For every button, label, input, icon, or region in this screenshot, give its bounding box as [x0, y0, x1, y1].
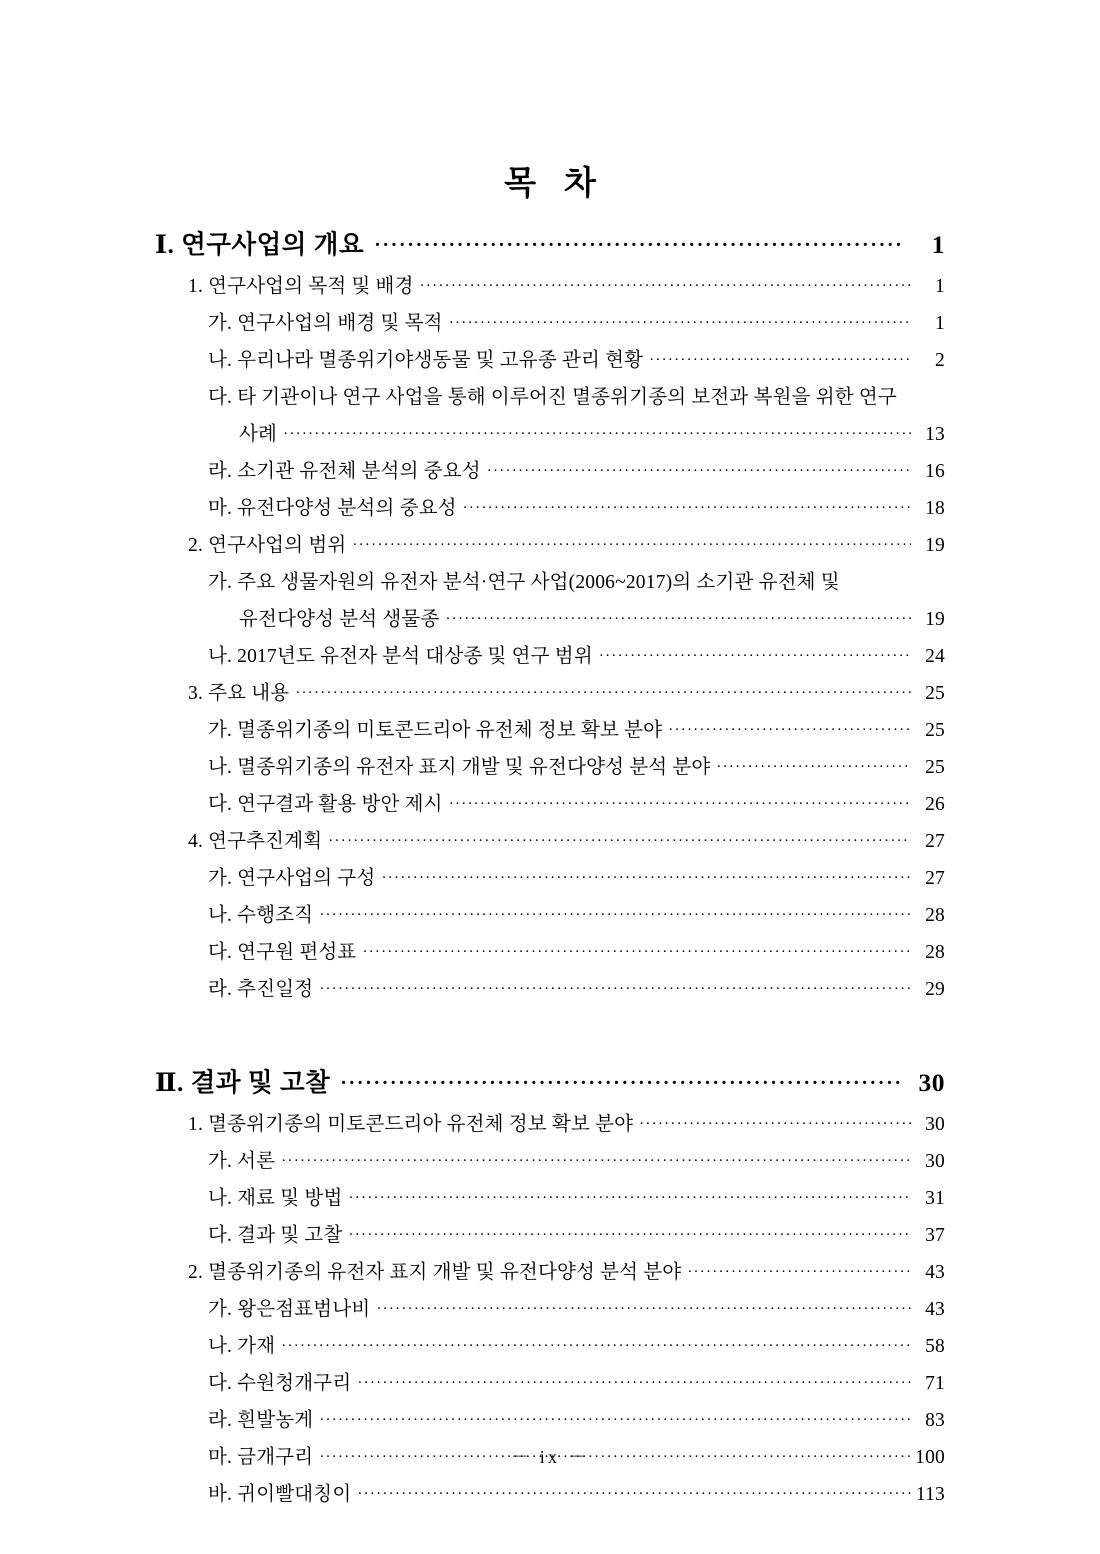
toc-row	[155, 1367, 945, 1395]
toc-entry-label: 나. 수행조직	[208, 905, 314, 926]
toc-entry-label: 가. 연구사업의 배경 및 목적	[208, 313, 443, 334]
toc-entry-item[interactable]	[155, 455, 945, 483]
toc-leader-dots	[374, 234, 903, 257]
toc-leader-dots	[449, 315, 911, 332]
toc-page-number: 83	[925, 1410, 945, 1431]
toc-row	[155, 1404, 945, 1432]
toc-page-number: 25	[925, 720, 945, 741]
toc-row	[155, 862, 945, 890]
toc-row	[155, 640, 945, 668]
toc-page-number: 30	[925, 1114, 945, 1135]
toc-content	[155, 0, 945, 1506]
toc-entry-chapter[interactable]	[155, 1063, 945, 1099]
toc-row	[155, 1145, 945, 1173]
toc-page-number: 19	[925, 535, 945, 556]
page-title: 목 차	[504, 166, 606, 202]
toc-entry-item[interactable]	[155, 1330, 945, 1358]
toc-row	[155, 825, 945, 853]
toc-entry-item[interactable]	[155, 566, 945, 631]
toc-page-number: 16	[925, 461, 945, 482]
toc-leader-dots	[357, 1375, 911, 1392]
toc-entry-section[interactable]	[155, 1256, 945, 1284]
toc-page-number: 71	[925, 1373, 945, 1394]
toc-entry-item[interactable]	[155, 1145, 945, 1173]
toc-entry-label: Ⅰ. 연구사업의 개요	[155, 230, 365, 259]
page-number-footer: － ix －	[510, 1447, 590, 1467]
toc-row	[155, 751, 945, 779]
toc-leader-dots	[449, 796, 911, 813]
toc-entry-item[interactable]	[155, 307, 945, 335]
toc-leader-dots	[639, 1116, 911, 1133]
toc-row	[155, 677, 945, 705]
toc-entry-label-continued: 유전다양성 분석 생물종	[239, 609, 440, 630]
toc-leader-dots	[463, 500, 911, 517]
toc-entry-item[interactable]	[155, 1478, 945, 1506]
toc-entry-label: 라. 소기관 유전체 분석의 중요성	[208, 461, 481, 482]
toc-row	[155, 455, 945, 483]
toc-entry-item[interactable]	[155, 1367, 945, 1395]
toc-row	[155, 1330, 945, 1358]
toc-entry-item[interactable]	[155, 492, 945, 520]
toc-leader-dots	[716, 759, 911, 776]
toc-leader-dots	[445, 611, 911, 628]
toc-row	[155, 270, 945, 298]
toc-entry-chapter[interactable]	[155, 225, 945, 261]
toc-row	[155, 1293, 945, 1321]
toc-entry-item[interactable]	[155, 936, 945, 964]
toc-row	[155, 714, 945, 742]
toc-entry-label: 나. 멸종위기종의 유전자 표지 개발 및 유전다양성 분석 분야	[208, 757, 711, 778]
toc-entry-label: 마. 유전다양성 분석의 중요성	[208, 498, 457, 519]
toc-leader-dots	[348, 1227, 911, 1244]
toc-entry-item[interactable]	[155, 751, 945, 779]
toc-row	[155, 973, 945, 1001]
toc-row	[155, 1478, 945, 1506]
toc-page-number: 1	[931, 230, 945, 259]
toc-leader-dots	[348, 1190, 911, 1207]
toc-row	[155, 225, 945, 261]
toc-row	[155, 1256, 945, 1284]
toc-entry-label: 가. 왕은점표범나비	[208, 1299, 371, 1320]
toc-leader-dots	[281, 1338, 911, 1355]
toc-leader-dots	[420, 278, 911, 295]
toc-page-number: 1	[935, 276, 945, 297]
toc-page-number: 28	[925, 905, 945, 926]
toc-entry-label: Ⅱ. 결과 및 고찰	[155, 1068, 331, 1097]
toc-page-number: 27	[925, 868, 945, 889]
toc-leader-dots	[362, 944, 911, 961]
toc-entry-label: 바. 귀이빨대칭이	[208, 1484, 352, 1505]
toc-page-number: 30	[918, 1068, 945, 1097]
toc-page-number: 26	[925, 794, 945, 815]
toc-entry-label: 4. 연구추진계획	[188, 831, 323, 852]
toc-page-number: 25	[925, 683, 945, 704]
toc-entry-item[interactable]	[155, 1404, 945, 1432]
toc-entry-section[interactable]	[155, 1108, 945, 1136]
toc-page-number: 25	[925, 757, 945, 778]
toc-page-number: 58	[925, 1336, 945, 1357]
toc-row	[155, 788, 945, 816]
toc-page-number: 37	[925, 1225, 945, 1246]
toc-entry-label: 마. 금개구리	[208, 1447, 314, 1468]
toc-leader-dots	[599, 648, 911, 665]
toc-page-number: 43	[925, 1299, 945, 1320]
toc-entry-label: 다. 결과 및 고찰	[208, 1225, 343, 1246]
toc-row	[155, 899, 945, 927]
toc-entry-label: 다. 수원청개구리	[208, 1373, 352, 1394]
toc-entry-label: 나. 2017년도 유전자 분석 대상종 및 연구 범위	[208, 646, 593, 667]
toc-leader-dots	[357, 1486, 911, 1503]
toc-page-number: 113	[915, 1484, 945, 1505]
toc-entry-label: 다. 연구원 편성표	[208, 942, 357, 963]
toc-entry-section[interactable]	[155, 529, 945, 557]
toc-entry-label: 나. 가재	[208, 1336, 276, 1357]
toc-page-number: 13	[925, 424, 945, 445]
toc-page-number: 1	[935, 313, 945, 334]
toc-entry-label: 라. 흰발농게	[208, 1410, 314, 1431]
toc-row-continuation	[155, 603, 945, 631]
toc-entry-section[interactable]	[155, 677, 945, 705]
toc-leader-dots	[649, 352, 911, 369]
toc-leader-dots	[319, 1412, 911, 1429]
toc-page-number: 18	[925, 498, 945, 519]
toc-leader-dots	[319, 907, 911, 924]
toc-row	[155, 529, 945, 557]
toc-row	[155, 1108, 945, 1136]
toc-entry-label: 다. 타 기관이나 연구 사업을 통해 이루어진 멸종위기종의 보전과 복원을 위한 연구	[208, 387, 897, 408]
toc-page-number: 19	[925, 609, 945, 630]
toc-leader-dots	[283, 426, 911, 443]
toc-list	[155, 225, 945, 1506]
toc-page-number: 43	[925, 1262, 945, 1283]
toc-leader-dots	[668, 722, 911, 739]
toc-row	[155, 344, 945, 372]
toc-entry-label: 나. 재료 및 방법	[208, 1188, 343, 1209]
toc-entry-label: 1. 연구사업의 목적 및 배경	[188, 276, 414, 297]
toc-entry-label: 3. 주요 내용	[188, 683, 290, 704]
toc-row	[155, 1182, 945, 1210]
toc-leader-dots	[295, 685, 911, 702]
toc-entry-item[interactable]	[155, 381, 945, 446]
toc-entry-item[interactable]	[155, 344, 945, 372]
toc-leader-dots	[381, 870, 911, 887]
toc-row	[155, 492, 945, 520]
toc-entry-label: 1. 멸종위기종의 미토콘드리아 유전체 정보 확보 분야	[188, 1114, 634, 1135]
toc-leader-dots	[352, 537, 911, 554]
toc-page-number: 29	[925, 979, 945, 1000]
toc-leader-dots	[319, 981, 911, 998]
toc-page-number: 30	[925, 1151, 945, 1172]
toc-entry-item[interactable]	[155, 1293, 945, 1321]
toc-entry-label: 가. 멸종위기종의 미토콘드리아 유전체 정보 확보 분야	[208, 720, 663, 741]
toc-leader-dots	[687, 1264, 911, 1281]
toc-entry-label: 가. 서론	[208, 1151, 276, 1172]
toc-page-number: 2	[935, 350, 945, 371]
toc-row	[155, 307, 945, 335]
toc-entry-label: 라. 추진일정	[208, 979, 314, 1000]
toc-entry-item[interactable]	[155, 862, 945, 890]
toc-entry-item[interactable]	[155, 899, 945, 927]
toc-entry-item[interactable]	[155, 788, 945, 816]
toc-entry-item[interactable]	[155, 1182, 945, 1210]
toc-entry-item[interactable]	[155, 1219, 945, 1247]
toc-row	[155, 381, 945, 409]
toc-page-number: 24	[925, 646, 945, 667]
toc-entry-label: 2. 멸종위기종의 유전자 표지 개발 및 유전다양성 분석 분야	[188, 1262, 682, 1283]
toc-page-number: 28	[925, 942, 945, 963]
toc-leader-dots	[281, 1153, 911, 1170]
section-spacer	[155, 1001, 945, 1039]
toc-entry-section[interactable]	[155, 270, 945, 298]
toc-entry-label: 다. 연구결과 활용 방안 제시	[208, 794, 443, 815]
toc-entry-item[interactable]	[155, 640, 945, 668]
toc-leader-dots	[376, 1301, 911, 1318]
toc-row	[155, 1063, 945, 1099]
toc-row	[155, 566, 945, 594]
toc-entry-section[interactable]	[155, 825, 945, 853]
toc-leader-dots	[328, 833, 911, 850]
toc-entry-label: 나. 우리나라 멸종위기야생동물 및 고유종 관리 현황	[208, 350, 644, 371]
toc-entry-label: 2. 연구사업의 범위	[188, 535, 347, 556]
toc-row-continuation	[155, 418, 945, 446]
toc-entry-item[interactable]	[155, 714, 945, 742]
toc-row	[155, 1219, 945, 1247]
toc-entry-label: 가. 주요 생물자원의 유전자 분석·연구 사업(2006~2017)의 소기관 유전체 및	[208, 572, 840, 593]
toc-page-number: 27	[925, 831, 945, 852]
toc-leader-dots	[340, 1072, 903, 1095]
toc-entry-item[interactable]	[155, 973, 945, 1001]
toc-leader-dots	[487, 463, 911, 480]
toc-page-number: 31	[925, 1188, 945, 1209]
toc-page-number: 100	[915, 1447, 945, 1468]
toc-entry-label: 가. 연구사업의 구성	[208, 868, 376, 889]
toc-row	[155, 936, 945, 964]
toc-entry-label-continued: 사례	[239, 424, 278, 445]
